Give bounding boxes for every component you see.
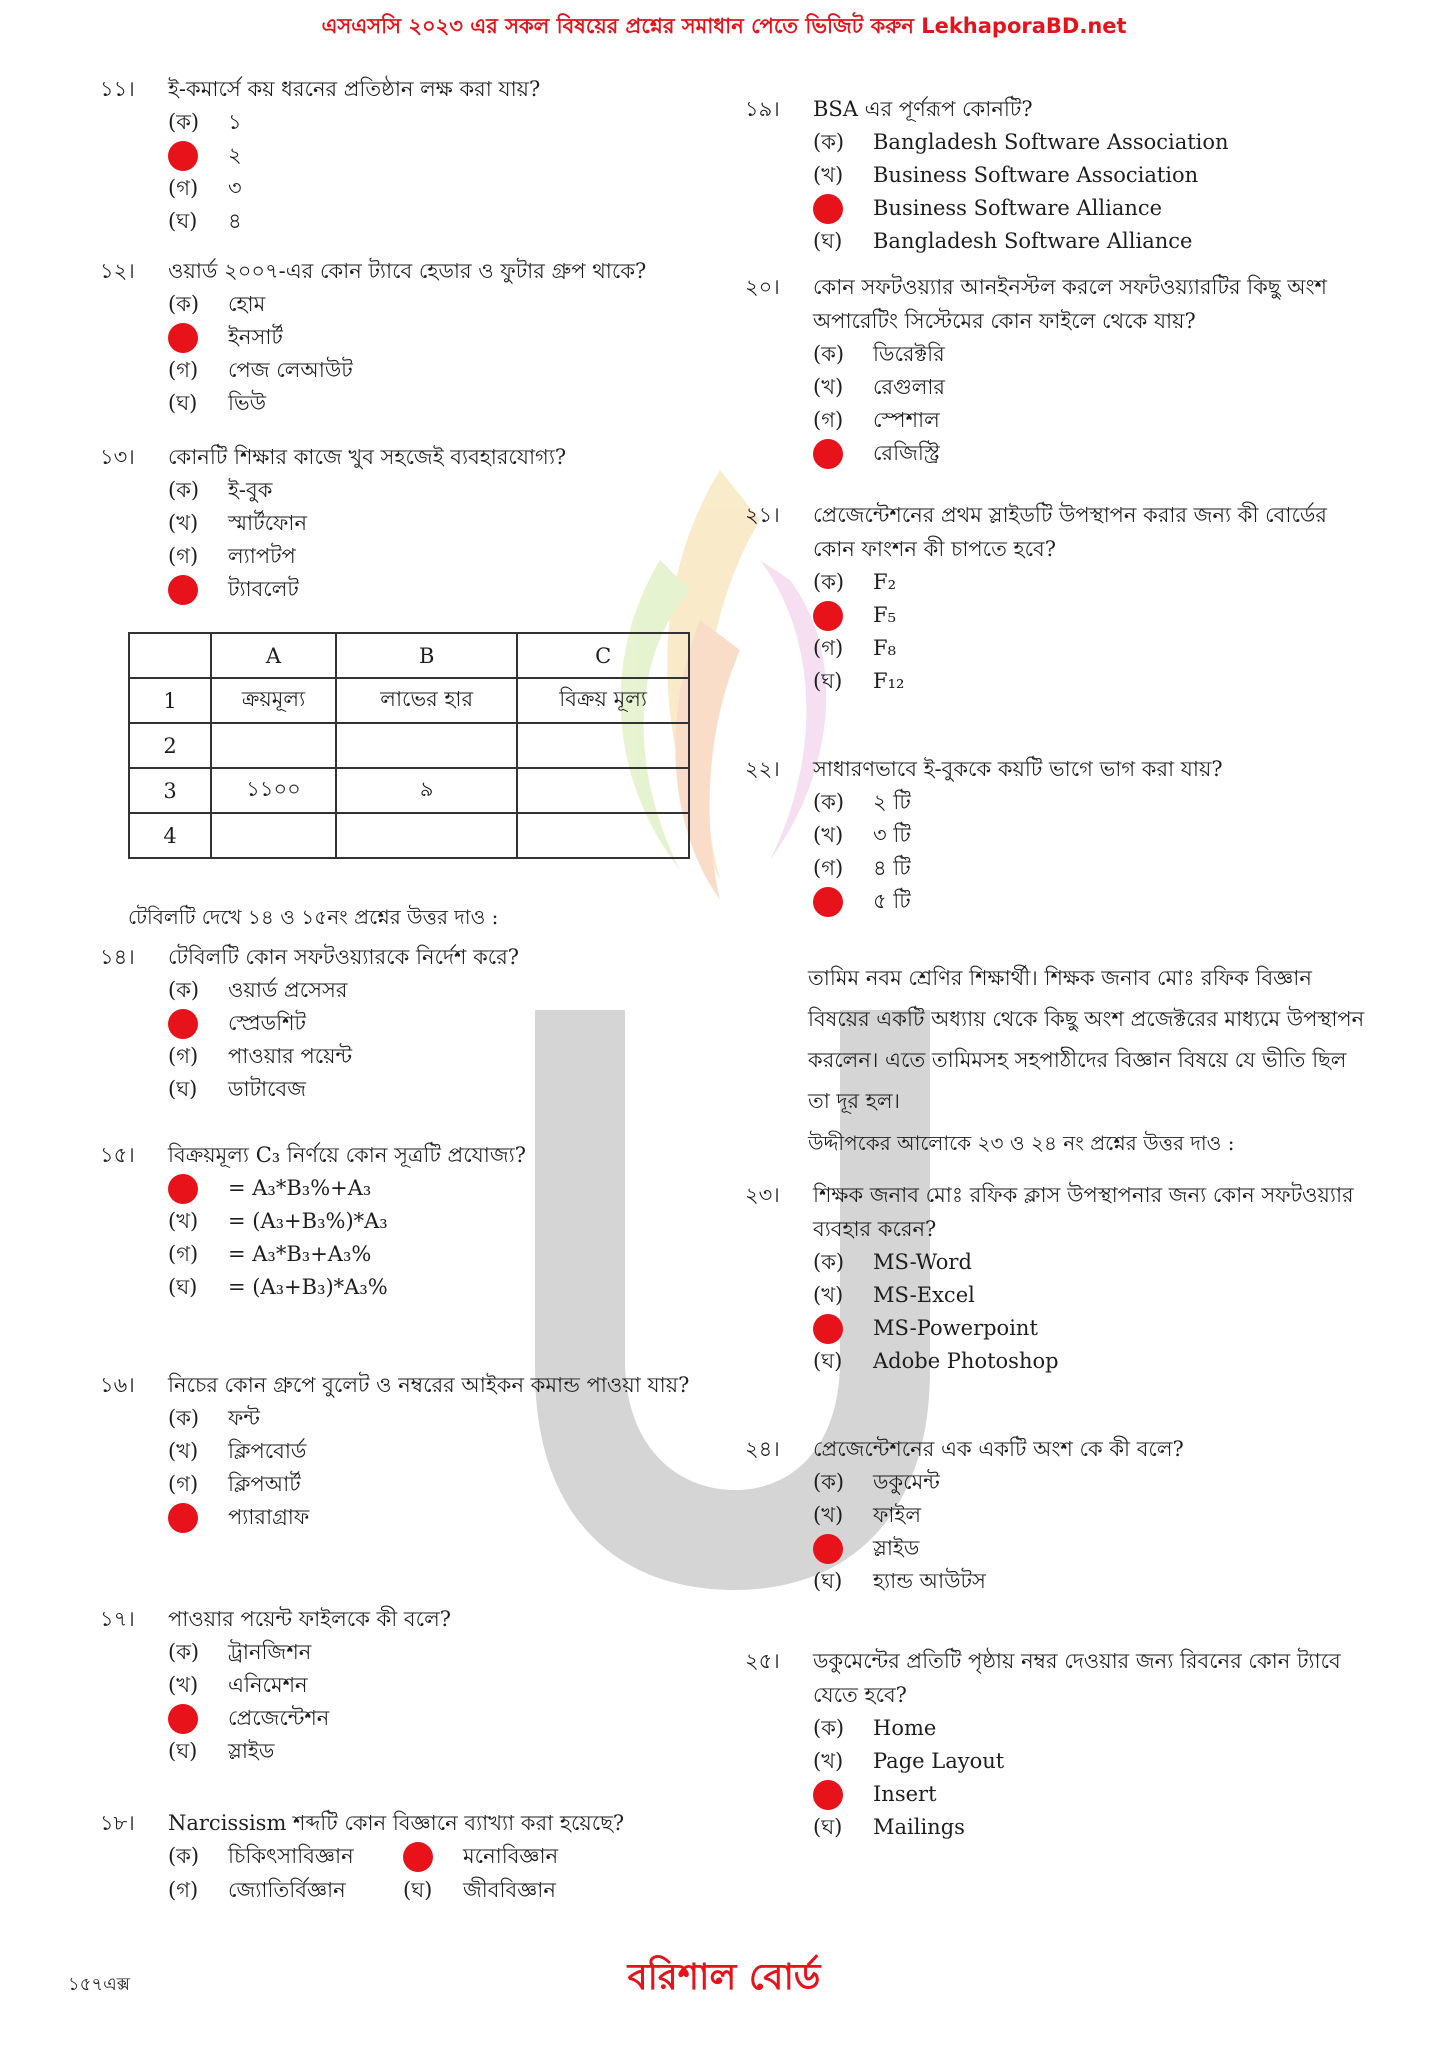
answer-option[interactable] bbox=[745, 371, 1365, 404]
answer-option[interactable] bbox=[745, 1466, 1365, 1499]
table-cell bbox=[211, 813, 336, 858]
option-label: (ক) bbox=[168, 1406, 200, 1430]
answer-option[interactable] bbox=[745, 404, 1365, 437]
option-label: (ক) bbox=[813, 790, 845, 814]
option-label: (ঘ) bbox=[168, 1275, 198, 1299]
option-text: Bangladesh Software Association bbox=[873, 130, 1229, 154]
option-label: (খ) bbox=[168, 1673, 199, 1697]
option-text: স্লাইড bbox=[228, 1739, 275, 1763]
option-text: = A₃*B₃+A₃% bbox=[228, 1242, 372, 1266]
answer-option[interactable] bbox=[745, 437, 1365, 470]
option-label: (ঘ) bbox=[813, 1349, 843, 1373]
answer-option[interactable] bbox=[100, 1172, 720, 1205]
table-row bbox=[129, 723, 689, 768]
option-text: ডকুমেন্ট bbox=[873, 1470, 940, 1494]
table-row bbox=[129, 813, 689, 858]
correct-answer-marker-icon bbox=[813, 1534, 843, 1564]
answer-option[interactable] bbox=[335, 1874, 715, 1907]
question-block bbox=[100, 1368, 720, 1534]
question-number: ১১। bbox=[100, 77, 135, 101]
question-text: বিক্রয়মূল্য C₃ নির্ণয়ে কোন সূত্রটি প্রযোজ্য? bbox=[168, 1143, 526, 1167]
correct-answer-marker-icon bbox=[813, 601, 843, 631]
option-text: প্যারাগ্রাফ bbox=[228, 1505, 310, 1529]
table-cell: 3 bbox=[129, 768, 211, 813]
question-text: সাধারণভাবে ই-বুককে কয়টি ভাগে ভাগ করা যায়? bbox=[813, 757, 1223, 781]
answer-option[interactable] bbox=[745, 599, 1365, 632]
answer-option[interactable] bbox=[100, 974, 720, 1007]
answer-option[interactable] bbox=[100, 1271, 720, 1304]
question-number: ১৩। bbox=[100, 445, 135, 469]
table-row bbox=[129, 768, 689, 813]
correct-answer-marker-icon bbox=[168, 1174, 198, 1204]
option-text: F₂ bbox=[873, 570, 896, 594]
question-block bbox=[745, 498, 1365, 698]
option-text: ৪ bbox=[228, 209, 242, 233]
correct-answer-marker-icon bbox=[168, 575, 198, 605]
option-label: (গ) bbox=[168, 1472, 199, 1496]
answer-option[interactable] bbox=[745, 1279, 1365, 1312]
correct-answer-marker-icon bbox=[813, 887, 843, 917]
question-block bbox=[100, 72, 720, 238]
option-label: (খ) bbox=[168, 1439, 199, 1463]
question-text: টেবিলটি কোন সফটওয়্যারকে নির্দেশ করে? bbox=[168, 945, 520, 969]
table-row bbox=[129, 678, 689, 723]
option-text: ১ bbox=[228, 110, 242, 134]
option-text: ডিরেক্টরি bbox=[873, 342, 945, 366]
table-cell: 1 bbox=[129, 678, 211, 723]
question-number: ২৩। bbox=[745, 1183, 780, 1207]
option-text: জীববিজ্ঞান bbox=[463, 1878, 556, 1902]
option-text: Bangladesh Software Alliance bbox=[873, 229, 1193, 253]
question-header bbox=[100, 254, 720, 288]
correct-answer-marker-icon bbox=[168, 1704, 198, 1734]
question-header bbox=[745, 92, 1365, 126]
answer-option[interactable] bbox=[745, 819, 1365, 852]
answer-option[interactable] bbox=[100, 1435, 720, 1468]
answer-option[interactable] bbox=[100, 1007, 720, 1040]
option-text: ল্যাপটপ bbox=[228, 544, 296, 568]
option-text: Adobe Photoshop bbox=[873, 1349, 1059, 1373]
option-text: ডাটাবেজ bbox=[228, 1077, 306, 1101]
question-block bbox=[745, 92, 1365, 258]
table-cell bbox=[517, 768, 689, 813]
question-block bbox=[745, 752, 1365, 918]
answer-option[interactable] bbox=[100, 1402, 720, 1435]
question-block bbox=[745, 1644, 1365, 1844]
option-label: (গ) bbox=[813, 856, 844, 880]
option-text: স্প্রেডশিট bbox=[228, 1011, 306, 1035]
answer-option[interactable] bbox=[100, 507, 720, 540]
option-text: F₁₂ bbox=[873, 669, 905, 693]
option-text: F₈ bbox=[873, 636, 896, 660]
correct-answer-marker-icon bbox=[168, 323, 198, 353]
answer-option[interactable] bbox=[100, 106, 720, 139]
option-label: (খ) bbox=[813, 1283, 844, 1307]
correct-answer-marker-icon bbox=[168, 1009, 198, 1039]
table-cell bbox=[517, 813, 689, 858]
question-block bbox=[100, 1138, 720, 1304]
answer-option[interactable] bbox=[745, 1778, 1365, 1811]
option-label: (ক) bbox=[168, 110, 200, 134]
option-text: ২ টি bbox=[873, 790, 911, 814]
option-text: MS-Word bbox=[873, 1250, 972, 1274]
question-text: নিচের কোন গ্রুপে বুলেট ও নম্বরের আইকন কমান্ড পাওয়া যায়? bbox=[168, 1373, 690, 1397]
option-label: (ক) bbox=[813, 1716, 845, 1740]
option-label: (খ) bbox=[813, 375, 844, 399]
question-block bbox=[745, 1432, 1365, 1598]
table-cell: লাভের হার bbox=[336, 678, 517, 723]
spreadsheet-table bbox=[128, 632, 690, 859]
question-header bbox=[745, 1644, 1365, 1712]
answer-option[interactable] bbox=[100, 1073, 720, 1106]
option-text: ক্লিপবোর্ড bbox=[228, 1439, 307, 1463]
answer-option[interactable] bbox=[100, 387, 720, 420]
question-header bbox=[100, 940, 720, 974]
table-cell bbox=[211, 723, 336, 768]
promo-banner: এসএসসি ২০২৩ এর সকল বিষয়ের প্রশ্নের সমাধান পেতে ভিজিট করুন LekhaporaBD.net bbox=[321, 14, 1127, 38]
option-label: (ঘ) bbox=[168, 1077, 198, 1101]
option-text: Page Layout bbox=[873, 1749, 1005, 1773]
question-block bbox=[100, 1806, 720, 1910]
option-label: (ক) bbox=[168, 478, 200, 502]
question-text: শিক্ষক জনাব মোঃ রফিক ক্লাস উপস্থাপনার জন্য কোন সফটওয়্যার ব্যবহার করেন? bbox=[813, 1183, 1354, 1241]
option-text: ওয়ার্ড প্রসেসর bbox=[228, 978, 348, 1002]
answer-option[interactable] bbox=[100, 1468, 720, 1501]
option-text: ই-বুক bbox=[228, 478, 273, 502]
option-text: চিকিৎসাবিজ্ঞান bbox=[228, 1844, 354, 1868]
table-cell bbox=[517, 723, 689, 768]
question-header bbox=[100, 1138, 720, 1172]
table-header-cell: A bbox=[211, 633, 336, 678]
option-label: (ঘ) bbox=[168, 1739, 198, 1763]
option-text: ফন্ট bbox=[228, 1406, 260, 1430]
table-cell: 2 bbox=[129, 723, 211, 768]
option-text: Insert bbox=[873, 1782, 937, 1806]
answer-option[interactable] bbox=[100, 573, 720, 606]
option-text: ৪ টি bbox=[873, 856, 911, 880]
correct-answer-marker-icon bbox=[813, 1780, 843, 1810]
option-text: স্লাইড bbox=[873, 1536, 920, 1560]
table-cell: ১১০০ bbox=[211, 768, 336, 813]
option-label: (ঘ) bbox=[813, 229, 843, 253]
answer-option[interactable] bbox=[100, 540, 720, 573]
answer-option[interactable] bbox=[100, 205, 720, 238]
question-header bbox=[745, 1178, 1365, 1246]
answer-option[interactable] bbox=[100, 321, 720, 354]
answer-option[interactable] bbox=[745, 852, 1365, 885]
page-number: ১৫৭এক্স bbox=[68, 1974, 130, 1995]
question-text: পাওয়ার পয়েন্ট ফাইলকে কী বলে? bbox=[168, 1607, 451, 1631]
option-text: রেজিস্ট্রি bbox=[873, 441, 940, 465]
answer-option[interactable] bbox=[745, 1712, 1365, 1745]
table-header-row bbox=[129, 633, 689, 678]
answer-option[interactable] bbox=[745, 1811, 1365, 1844]
question-block bbox=[100, 940, 720, 1106]
question-number: ১৮। bbox=[100, 1811, 135, 1835]
option-label: (গ) bbox=[813, 408, 844, 432]
answer-option[interactable] bbox=[745, 126, 1365, 159]
table-instruction: টেবিলটি দেখে ১৪ ও ১৫নং প্রশ্নের উত্তর দাও : bbox=[128, 905, 499, 929]
option-text: MS-Powerpoint bbox=[873, 1316, 1038, 1340]
question-block bbox=[100, 440, 720, 606]
table-cell bbox=[336, 813, 517, 858]
option-text: Business Software Association bbox=[873, 163, 1199, 187]
option-text: ভিউ bbox=[228, 391, 267, 415]
option-text: ট্যাবলেট bbox=[228, 577, 299, 601]
correct-answer-marker-icon bbox=[168, 141, 198, 171]
answer-option[interactable] bbox=[100, 1735, 720, 1768]
question-number: ২৪। bbox=[745, 1437, 780, 1461]
option-text: স্পেশাল bbox=[873, 408, 940, 432]
answer-option[interactable] bbox=[745, 566, 1365, 599]
option-text: ট্রানজিশন bbox=[228, 1640, 312, 1664]
question-number: ১৬। bbox=[100, 1373, 135, 1397]
option-text: মনোবিজ্ঞান bbox=[463, 1844, 559, 1868]
question-header bbox=[100, 72, 720, 106]
question-text: প্রেজেন্টেশনের প্রথম স্লাইডটি উপস্থাপন করার জন্য কী বোর্ডের কোন ফাংশন কী চাপতে হবে? bbox=[813, 503, 1327, 561]
option-text: F₅ bbox=[873, 603, 896, 627]
answer-option[interactable] bbox=[745, 1246, 1365, 1279]
question-text: ই-কমার্সে কয় ধরনের প্রতিষ্ঠান লক্ষ করা যায়? bbox=[168, 77, 541, 101]
option-text: = (A₃+B₃)*A₃% bbox=[228, 1275, 388, 1299]
table-cell: বিক্রয় মূল্য bbox=[517, 678, 689, 723]
answer-option[interactable] bbox=[100, 1669, 720, 1702]
option-text: ক্লিপআর্ট bbox=[228, 1472, 301, 1496]
table-header-cell: B bbox=[336, 633, 517, 678]
option-label: (গ) bbox=[168, 358, 199, 382]
option-text: হোম bbox=[228, 292, 266, 316]
question-text: কোন সফটওয়্যার আনইনস্টল করলে সফটওয়্যারটির কিছু অংশ অপারেটিং সিস্টেমের কোন ফাইলে থেকে যায়? bbox=[813, 275, 1327, 333]
question-header bbox=[100, 440, 720, 474]
option-text: স্মার্টফোন bbox=[228, 511, 307, 535]
answer-option[interactable] bbox=[100, 354, 720, 387]
table-cell: 4 bbox=[129, 813, 211, 858]
option-text: ফাইল bbox=[873, 1503, 922, 1527]
stimulus-instruction: উদ্দীপকের আলোকে ২৩ ও ২৪ নং প্রশ্নের উত্তর দাও : bbox=[808, 1131, 1235, 1155]
table-header-cell: C bbox=[517, 633, 689, 678]
question-block bbox=[745, 270, 1365, 470]
option-text: = (A₃+B₃%)*A₃ bbox=[228, 1209, 388, 1233]
question-header bbox=[745, 270, 1365, 338]
option-label: (খ) bbox=[168, 1209, 199, 1233]
question-number: ২১। bbox=[745, 503, 780, 527]
question-block bbox=[100, 1602, 720, 1768]
question-number: ২৫। bbox=[745, 1649, 780, 1673]
option-text: Home bbox=[873, 1716, 937, 1740]
answer-option[interactable] bbox=[745, 192, 1365, 225]
table-cell: ৯ bbox=[336, 768, 517, 813]
question-number: ২০। bbox=[745, 275, 780, 299]
option-label: (ক) bbox=[813, 130, 845, 154]
answer-option[interactable] bbox=[100, 139, 720, 172]
option-label: (ঘ) bbox=[168, 391, 198, 415]
correct-answer-marker-icon bbox=[813, 439, 843, 469]
question-text: BSA এর পূর্ণরূপ কোনটি? bbox=[813, 97, 1033, 121]
option-text: ৩ bbox=[228, 176, 242, 200]
answer-option[interactable] bbox=[100, 1040, 720, 1073]
correct-answer-marker-icon bbox=[813, 194, 843, 224]
question-header bbox=[745, 498, 1365, 566]
question-header bbox=[745, 1432, 1365, 1466]
option-text: প্রেজেন্টেশন bbox=[228, 1706, 330, 1730]
answer-option[interactable] bbox=[745, 225, 1365, 258]
option-label: (ঘ) bbox=[813, 669, 843, 693]
question-header bbox=[100, 1368, 720, 1402]
question-number: ১৯। bbox=[745, 97, 780, 121]
option-text: Business Software Alliance bbox=[873, 196, 1163, 220]
correct-answer-marker-icon bbox=[813, 1314, 843, 1344]
question-text: ওয়ার্ড ২০০৭-এর কোন ট্যাবে হেডার ও ফুটার গ্রুপ থাকে? bbox=[168, 259, 647, 283]
option-label: (ক) bbox=[813, 342, 845, 366]
answer-option[interactable] bbox=[100, 1636, 720, 1669]
answer-option[interactable] bbox=[745, 1312, 1365, 1345]
answer-option[interactable] bbox=[745, 632, 1365, 665]
question-text: Narcissism শব্দটি কোন বিজ্ঞানে ব্যাখ্যা করা হয়েছে? bbox=[168, 1811, 625, 1835]
option-label: (গ) bbox=[168, 1878, 199, 1902]
option-label: (ক) bbox=[813, 1250, 845, 1274]
option-text: = A₃*B₃%+A₃ bbox=[228, 1176, 372, 1200]
answer-option[interactable] bbox=[745, 338, 1365, 371]
option-label: (ঘ) bbox=[813, 1569, 843, 1593]
option-label: (খ) bbox=[813, 1503, 844, 1527]
option-label: (খ) bbox=[168, 511, 199, 535]
correct-answer-marker-icon bbox=[168, 1503, 198, 1533]
option-label: (গ) bbox=[813, 636, 844, 660]
correct-answer-marker-icon bbox=[403, 1842, 433, 1872]
answer-option[interactable] bbox=[745, 1532, 1365, 1565]
answer-option[interactable] bbox=[745, 885, 1365, 918]
table-cell: ক্রয়মূল্য bbox=[211, 678, 336, 723]
question-header bbox=[100, 1602, 720, 1636]
option-text: হ্যান্ড আউটস bbox=[873, 1569, 986, 1593]
option-text: ইনসার্ট bbox=[228, 325, 283, 349]
option-label: (গ) bbox=[168, 1242, 199, 1266]
table-cell bbox=[336, 723, 517, 768]
option-label: (ক) bbox=[168, 978, 200, 1002]
question-number: ১২। bbox=[100, 259, 135, 283]
option-label: (ঘ) bbox=[168, 209, 198, 233]
answer-option[interactable] bbox=[100, 172, 720, 205]
question-number: ১৭। bbox=[100, 1607, 135, 1631]
option-label: (গ) bbox=[168, 176, 199, 200]
answer-option[interactable] bbox=[745, 665, 1365, 698]
answer-option[interactable] bbox=[745, 1499, 1365, 1532]
stimulus-passage: তামিম নবম শ্রেণির শিক্ষার্থী। শিক্ষক জনাব মোঃ রফিক বিজ্ঞান বিষয়ের একটি অধ্যায় থেকে কিছু অংশ প্রজেক্টরের মাধ্যমে উপস্থাপন করলেন। এতে তামিমসহ সহপাঠীদের বিজ্ঞান বিষয়ে যে ভীতি ছিল তা দূর হল। bbox=[808, 966, 1365, 1113]
answer-option[interactable] bbox=[335, 1840, 715, 1873]
question-number: ২২। bbox=[745, 757, 780, 781]
question-text: ডকুমেন্টের প্রতিটি পৃষ্ঠায় নম্বর দেওয়ার জন্য রিবনের কোন ট্যাবে যেতে হবে? bbox=[813, 1649, 1341, 1707]
answer-option[interactable] bbox=[100, 1501, 720, 1534]
answer-option[interactable] bbox=[745, 1345, 1365, 1378]
question-text: প্রেজেন্টেশনের এক একটি অংশ কে কী বলে? bbox=[813, 1437, 1184, 1461]
board-name: বরিশাল বোর্ড bbox=[627, 1956, 821, 1998]
option-label: (ক) bbox=[168, 292, 200, 316]
option-text: পেজ লেআউট bbox=[228, 358, 353, 382]
option-label: (গ) bbox=[168, 1044, 199, 1068]
answer-option[interactable] bbox=[100, 1702, 720, 1735]
option-text: এনিমেশন bbox=[228, 1673, 308, 1697]
answer-option[interactable] bbox=[745, 1745, 1365, 1778]
option-text: জ্যোতির্বিজ্ঞান bbox=[228, 1878, 346, 1902]
question-number: ১৪। bbox=[100, 945, 135, 969]
answer-option[interactable] bbox=[745, 1565, 1365, 1598]
question-text: কোনটি শিক্ষার কাজে খুব সহজেই ব্যবহারযোগ্য? bbox=[168, 445, 567, 469]
option-text: MS-Excel bbox=[873, 1283, 975, 1307]
option-label: (খ) bbox=[813, 823, 844, 847]
option-label: (খ) bbox=[813, 163, 844, 187]
question-block bbox=[100, 254, 720, 420]
question-number: ১৫। bbox=[100, 1143, 135, 1167]
option-text: রেগুলার bbox=[873, 375, 945, 399]
option-text: ৩ টি bbox=[873, 823, 911, 847]
answer-option[interactable] bbox=[100, 474, 720, 507]
option-text: ২ bbox=[228, 143, 242, 167]
option-label: (ঘ) bbox=[813, 1815, 843, 1839]
option-text: ৫ টি bbox=[873, 889, 911, 913]
option-label: (ক) bbox=[813, 570, 845, 594]
option-label: (ক) bbox=[168, 1844, 200, 1868]
table-header-cell bbox=[129, 633, 211, 678]
option-label: (ক) bbox=[168, 1640, 200, 1664]
question-header bbox=[100, 1806, 720, 1840]
answer-option[interactable] bbox=[745, 159, 1365, 192]
question-block bbox=[745, 1178, 1365, 1378]
answer-option[interactable] bbox=[100, 1205, 720, 1238]
answer-option[interactable] bbox=[745, 786, 1365, 819]
option-text: Mailings bbox=[873, 1815, 965, 1839]
answer-option[interactable] bbox=[100, 288, 720, 321]
option-label: (গ) bbox=[168, 544, 199, 568]
option-text: পাওয়ার পয়েন্ট bbox=[228, 1044, 353, 1068]
option-label: (খ) bbox=[813, 1749, 844, 1773]
answer-option[interactable] bbox=[100, 1238, 720, 1271]
option-label: (ঘ) bbox=[403, 1878, 433, 1902]
option-label: (ক) bbox=[813, 1470, 845, 1494]
question-header bbox=[745, 752, 1365, 786]
